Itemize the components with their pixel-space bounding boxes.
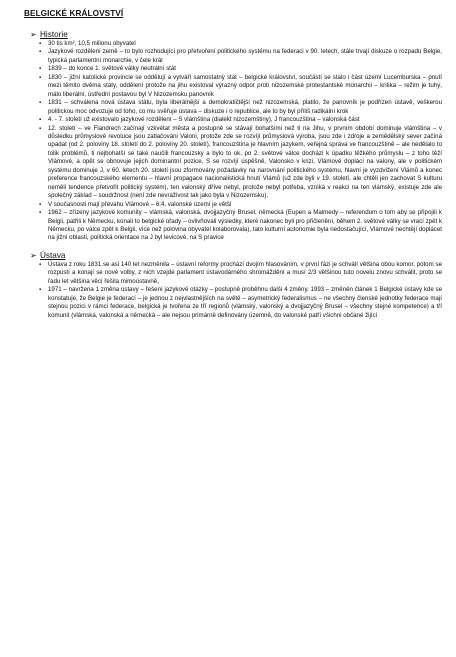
section-ustava bbox=[24, 251, 442, 320]
square-bullet-icon: ▪ bbox=[39, 100, 42, 107]
list-item: ▪ 1839 – do konce 1. světové války neutrální stát bbox=[39, 65, 177, 73]
list-item: ▪ 1831 – schválena nová ústava státu, byla liberálnější a demokratičtější než nizozemská, platilo, že panovník je podřízen ústavě, veškerou politickou moc odvozuje od toho, co mu svěřuje ústava – diskuze i o republice, ale to by byl příliš radikální krok bbox=[39, 99, 442, 115]
square-bullet-icon: ▪ bbox=[39, 125, 42, 132]
bullet-list bbox=[24, 261, 442, 320]
square-bullet-icon: ▪ bbox=[39, 201, 42, 208]
list-item: ▪ 30 tis km², 10,5 milionu obyvatel bbox=[39, 40, 136, 47]
list-item: ▪ 1971 – navržena 1 změna ústavy – řešení jazykové otázky – postupně proběhnu další 4 změny, 1993 – změněn článek 1 Belgické ústavy kde se konstatuje, že Belgie je federací – je jednou z nejvlastnějších na světě – asymetrický federalismus – ne všechny členské jednotky federace mají stejnou pozici v rámci federace, belgická je tvořena ze tří regionů (vlámský, valonský a dvojjazyčný Brusel – všechny stejné kompetence) a tří komunit (vlámská, valonská a německá – ale nejsou primárně definovány územně, do valonské patří všichni občané žijící bbox=[39, 286, 442, 319]
section-heading bbox=[30, 251, 442, 260]
document-title: BELGICKÉ KRÁLOVSTVÍ bbox=[24, 9, 124, 18]
square-bullet-icon: ▪ bbox=[39, 41, 42, 47]
arrow-bullet-icon: ➢ bbox=[30, 30, 37, 39]
list-item: ▪ 1830 – jižní katolické provincie se oddělují a vytváří samostatný stát – belgické království, součástí se stalo i část území Lucemburska – pnutí mezi těmito dvěma státy, oddělení protože na jihu existoval výrazný odpor proti nizozemské protestantské monarchii – kritika – režim je tuhý, málo liberální, ústřední postavou byl V Nizozemsku panovník bbox=[39, 73, 442, 98]
list-item: ▪ 4. - 7. století už existovalo jazykové rozdělení – S vlámština (dialekt nizozemštiny), J francouzština – valonská část bbox=[39, 116, 360, 124]
list-item: ▪ 1962 – zřízeny jazykové komunity – vlámská, valonská, dvojjazyčný Brusel, německá (Eupen a Malmedy – referendum o tom aby se připojili k Belgii, patřili k Německu, konali to belgické úřady – ovlivňovali výsledky, které nakonec byli pro přičlenění, během 2. světové války se vrací zpět k Německu, po válce zpět k Belgii, více než polovina obyvatel kolaborovala), tato kulturní autonomie byla nedostačující, Vlámové nechtějí doplácet na jižní oblasti, politická orientace na J byl levicové, na S pravice bbox=[39, 209, 442, 242]
square-bullet-icon: ▪ bbox=[39, 210, 42, 217]
section-title: Historie bbox=[40, 30, 68, 39]
square-bullet-icon: ▪ bbox=[39, 74, 42, 81]
square-bullet-icon: ▪ bbox=[39, 287, 42, 294]
list-item: ▪ Jazykové rozdělení země – to bylo rozhodující pro přetvoření politického systému na federaci v 90. letech, stále trvají diskuze o rozpadu Belgie, typická parlamentní monarchie, v čele král bbox=[39, 48, 442, 64]
arrow-bullet-icon: ➢ bbox=[30, 250, 37, 260]
section-heading bbox=[30, 30, 442, 39]
section-historie bbox=[24, 30, 442, 243]
square-bullet-icon: ▪ bbox=[39, 49, 42, 56]
section-title: Ústava bbox=[40, 250, 66, 260]
square-bullet-icon: ▪ bbox=[39, 66, 42, 73]
square-bullet-icon: ▪ bbox=[39, 117, 42, 124]
list-item: ▪ V současnosti mají převahu Vlámové – 6:4, valonské území je větší bbox=[39, 200, 232, 208]
square-bullet-icon: ▪ bbox=[39, 261, 42, 268]
list-item: ▪ 12. století – ve Flandrech začínají vzkvétat města a postupně se stávají bohatšími než ti na Jihu, v prvním období dominuje vlámština – v důsledku průmyslové revoluce jsou zatlačováni Valoni, protože zde se rozvíjí průmyslová výroba, jsou zde i zdroje a zemědělský sever začíná upadat (od 2. poloviny 18. století do 2. poloviny 20. století), francouzština je hlavním jazykem, veřejná správa ve francouzštině – ale nedělalo to tolik problémů, ti nejbohatší se také naučili francouzsky a bylo to ok, po 2. světové válce dochází k úpadku těžkého průmyslu – z toho těží Vlámové, a opět se obnovuje jejich dominantní pozice, S se rozvíjí úspěšně, Valonsko v krizi, Vlámové doplácí na valony, ale v politickém systému dominuje J, v 60. letech 20. století jsou zformovány požadavky na narovnání politického systému, hlavní je vyzdvižení Vlámů a konec preference francouzského elementu – hlavní propagace nacionalistická hnutí Vlámů (už zde byli v 19. století, ale chtěli jen zachovat S kulturu neměli tendence přetvořit politický systém), ten valonský dříve nebyl, protože nebyl potřeba, vzniká v reakci na ten vlámský, existuje zde ale společný základ – soudržnost (není zde nevraživost tak jako byla v Nizozemsku), bbox=[39, 124, 442, 200]
bullet-list bbox=[24, 40, 442, 243]
list-item: ▪ Ústava z roku 1831 se asi 140 let nezměnila – ústavní reformy prochází dvojím hlasováním, v první fázi je schválí většina obou komor, potom se rozpustí a konají se nové volby, z nich vzejde parlament ústavodárného shromáždění a musí 2/3 většinou tuto novelu znovu schválit, proto se řadu let většina věcí řešila mimoústavně, bbox=[39, 260, 442, 285]
